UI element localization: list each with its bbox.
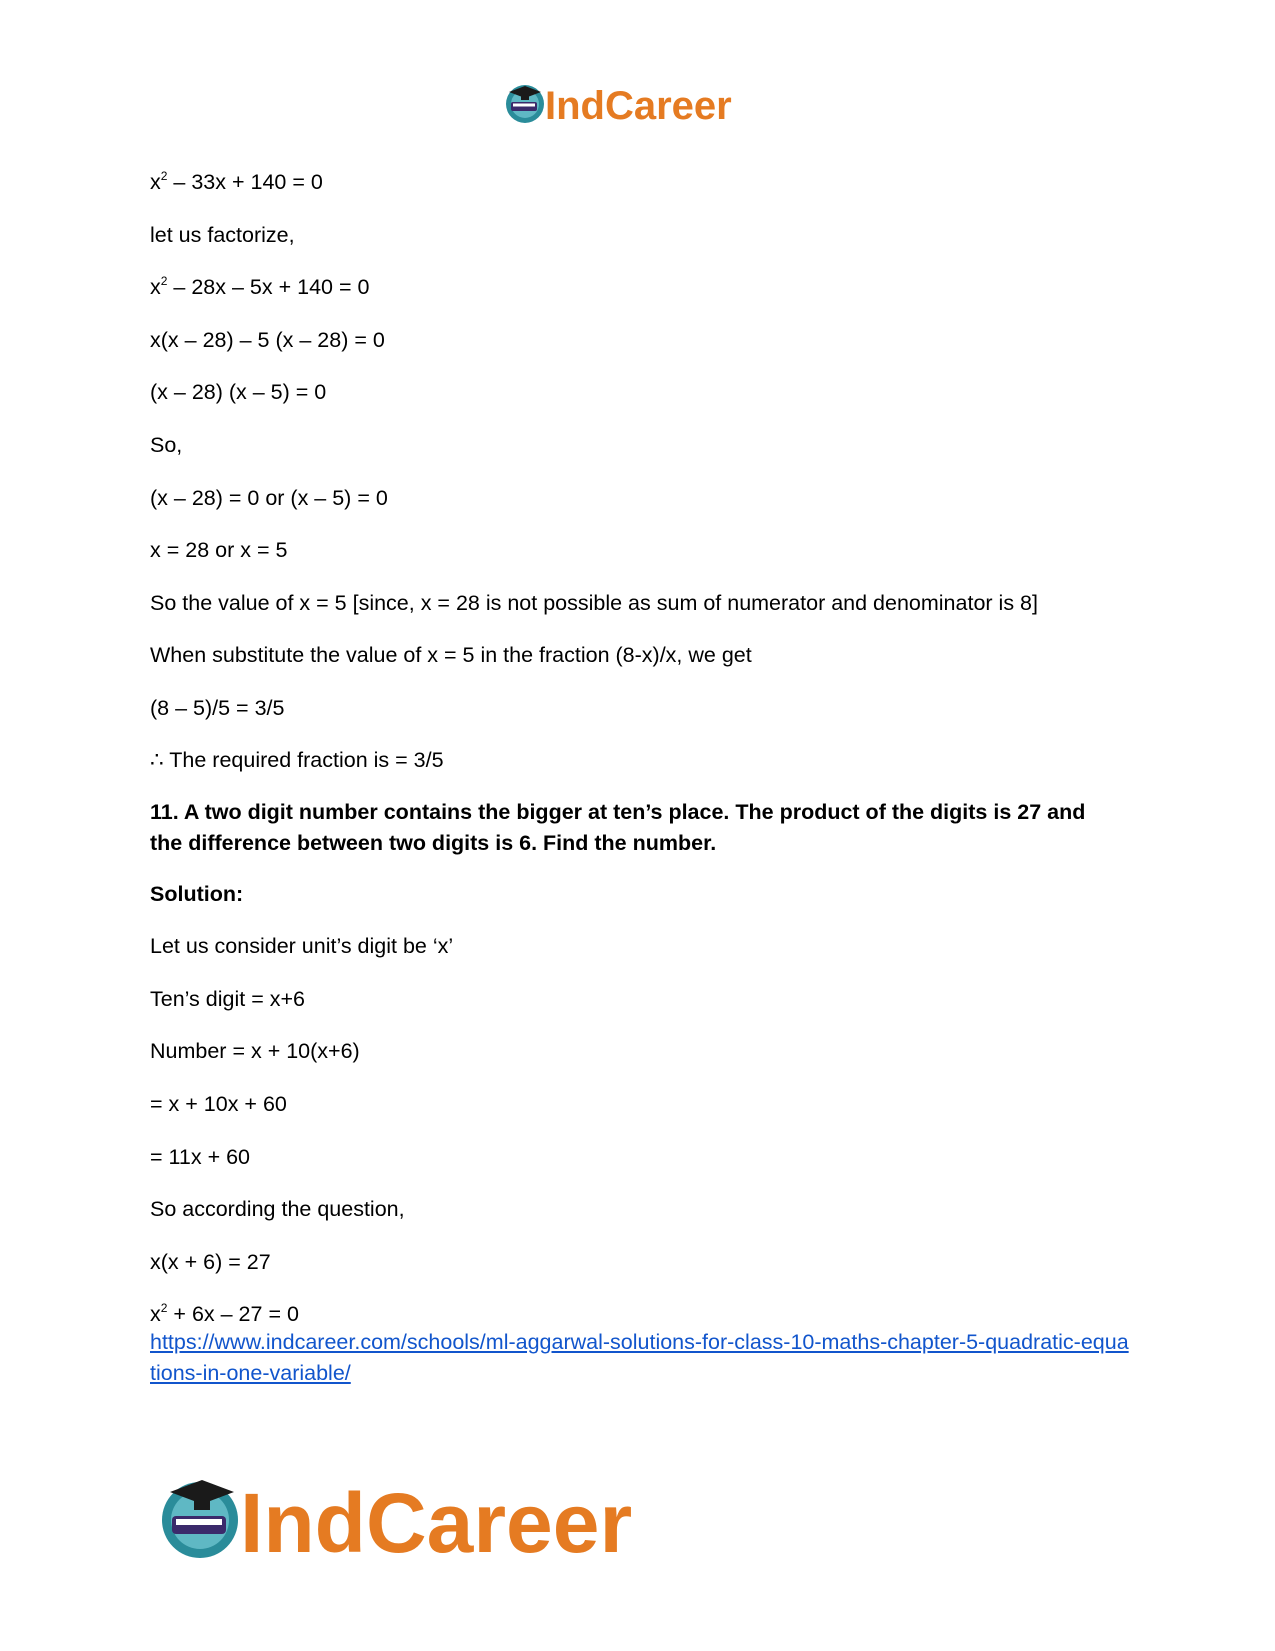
equation-line: $x^2 - 33x + 140 = 0$ bbox=[150, 169, 323, 194]
equation-line: = x + 10x + 60 bbox=[150, 1092, 287, 1116]
globe-graduation-cap-icon bbox=[162, 1480, 238, 1558]
conclusion-line: ∴ The required fraction is = 3/5 bbox=[150, 748, 444, 772]
equation-line: (x – 28) = 0 or (x – 5) = 0 bbox=[150, 486, 388, 510]
equation-line: (8 – 5)/5 = 3/5 bbox=[150, 696, 285, 720]
footer-logo bbox=[160, 1470, 700, 1568]
equation-line: x = 28 or x = 5 bbox=[150, 538, 288, 562]
text-line: So the value of x = 5 [since, x = 28 is not possible as sum of numerator and denominator is 8] bbox=[150, 591, 1038, 615]
equation-line: x(x + 6) = 27 bbox=[150, 1250, 271, 1274]
question-heading: 11. A two digit number contains the bigger at ten’s place. The product of the digits is 27 and the difference between two digits is 6. Find the number. bbox=[150, 800, 1086, 855]
equation-line: $x^2 + 6x - 27 = 0$ bbox=[150, 1301, 299, 1326]
source-url-link[interactable]: https://www.indcareer.com/schools/ml-aggarwal-solutions-for-class-10-maths-chapter-5-quadratic-equations-in-one-variable/ bbox=[150, 1330, 1129, 1385]
equation-line: Number = x + 10(x+6) bbox=[150, 1039, 360, 1063]
globe-graduation-cap-icon bbox=[506, 85, 544, 123]
text-line: Let us consider unit’s digit be ‘x’ bbox=[150, 934, 454, 958]
equation-line: $x^2 - 28x - 5x + 140 = 0$ bbox=[150, 274, 370, 299]
text-line: let us factorize, bbox=[150, 223, 295, 247]
equation-line: (x – 28) (x – 5) = 0 bbox=[150, 380, 327, 404]
text-line: So, bbox=[150, 433, 183, 457]
equation-line: = 11x + 60 bbox=[150, 1145, 251, 1169]
header-logo bbox=[505, 80, 775, 128]
footer-logo-text: IndCareer bbox=[240, 1476, 633, 1568]
equation-line: Ten’s digit = x+6 bbox=[150, 987, 305, 1011]
text-line: So according the question, bbox=[150, 1197, 405, 1221]
header-logo-text: IndCareer bbox=[545, 84, 732, 128]
text-line: When substitute the value of x = 5 in the fraction (8-x)/x, we get bbox=[150, 643, 752, 667]
solution-heading: Solution: bbox=[150, 882, 244, 906]
equation-line: x(x – 28) – 5 (x – 28) = 0 bbox=[150, 328, 385, 352]
